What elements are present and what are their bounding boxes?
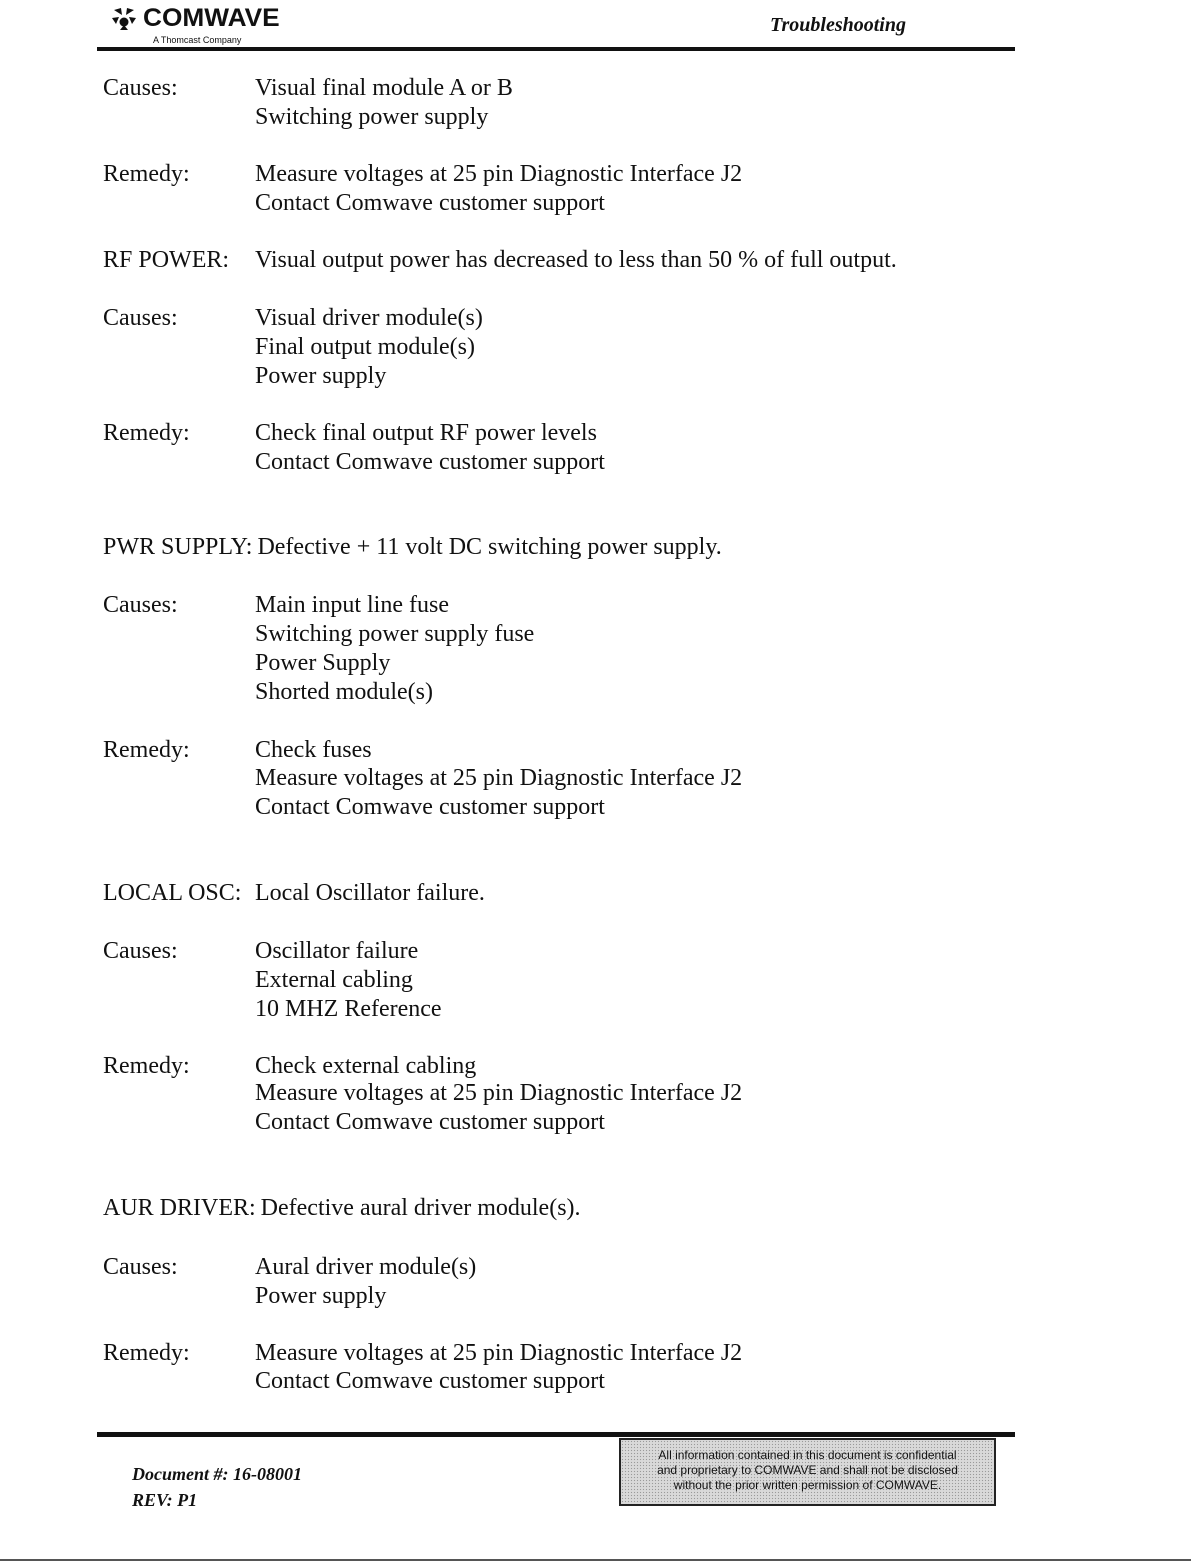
remedy-item: Contact Comwave customer support xyxy=(255,794,605,820)
cause-item: 10 MHZ Reference xyxy=(255,996,442,1022)
cause-item: Aural driver module(s) xyxy=(255,1254,477,1280)
document-number: Document #: 16-08001 xyxy=(132,1464,302,1484)
remedy-item: Measure voltages at 25 pin Diagnostic Interface J2 xyxy=(255,1080,743,1106)
revision: REV: P1 xyxy=(132,1490,198,1510)
cause-item: External cabling xyxy=(255,967,413,993)
causes-label: Causes: xyxy=(103,305,178,331)
page-section-title: Troubleshooting xyxy=(770,14,906,36)
remedy-item: Contact Comwave customer support xyxy=(255,190,605,216)
logo-subtitle: A Thomcast Company xyxy=(153,35,242,45)
cause-item: Power Supply xyxy=(255,650,391,676)
cause-item: Power supply xyxy=(255,363,387,389)
scan-edge-line xyxy=(0,1559,1191,1561)
cause-item: Final output module(s) xyxy=(255,334,475,360)
cause-item: Main input line fuse xyxy=(255,592,449,618)
fault-heading-aur-driver xyxy=(103,1194,581,1223)
fault-description: Local Oscillator failure. xyxy=(255,880,485,906)
cause-item: Power supply xyxy=(255,1283,387,1309)
fault-title: AUR DRIVER: xyxy=(103,1195,256,1221)
remedy-label: Remedy: xyxy=(103,737,190,763)
cause-item: Oscillator failure xyxy=(255,938,419,964)
logo-name: COMWAVE xyxy=(143,4,280,32)
remedy-item: Measure voltages at 25 pin Diagnostic Interface J2 xyxy=(255,161,743,187)
remedy-label: Remedy: xyxy=(103,1053,190,1079)
fault-heading-pwr-supply xyxy=(103,533,722,562)
remedy-label: Remedy: xyxy=(103,161,190,187)
fault-title: PWR SUPPLY: xyxy=(103,534,253,560)
causes-label: Causes: xyxy=(103,938,178,964)
remedy-item: Measure voltages at 25 pin Diagnostic Interface J2 xyxy=(255,765,743,791)
causes-label: Causes: xyxy=(103,592,178,618)
remedy-item: Contact Comwave customer support xyxy=(255,1109,605,1135)
notice-line: and proprietary to COMWAVE and shall not be disclosed xyxy=(657,1463,958,1477)
fault-title: RF POWER: xyxy=(103,247,230,273)
document-info xyxy=(132,1461,302,1513)
remedy-item: Measure voltages at 25 pin Diagnostic Interface J2 xyxy=(255,1340,743,1366)
remedy-item: Check fuses xyxy=(255,737,372,763)
remedy-label: Remedy: xyxy=(103,1340,190,1366)
cause-item: Shorted module(s) xyxy=(255,679,433,705)
confidentiality-notice xyxy=(619,1438,996,1506)
footer-divider xyxy=(97,1432,1015,1437)
remedy-label: Remedy: xyxy=(103,420,190,446)
fault-description: Visual output power has decreased to less than 50 % of full output. xyxy=(255,247,897,273)
notice-line: without the prior written permission of COMWAVE. xyxy=(673,1478,942,1492)
cause-item: Switching power supply fuse xyxy=(255,621,535,647)
causes-label: Causes: xyxy=(103,1254,178,1280)
fault-title: LOCAL OSC: xyxy=(103,880,242,906)
fault-description: Defective aural driver module(s). xyxy=(260,1195,581,1221)
fault-description: Defective + 11 volt DC switching power supply. xyxy=(257,534,722,560)
notice-line: All information contained in this document is confidential xyxy=(658,1448,957,1462)
causes-label: Causes: xyxy=(103,75,178,101)
cause-item: Visual driver module(s) xyxy=(255,305,483,331)
cause-item: Switching power supply xyxy=(255,104,489,130)
remedy-item: Contact Comwave customer support xyxy=(255,449,605,475)
remedy-item: Check final output RF power levels xyxy=(255,420,597,446)
remedy-item: Check external cabling xyxy=(255,1053,477,1079)
remedy-item: Contact Comwave customer support xyxy=(255,1368,605,1394)
cause-item: Visual final module A or B xyxy=(255,75,513,101)
